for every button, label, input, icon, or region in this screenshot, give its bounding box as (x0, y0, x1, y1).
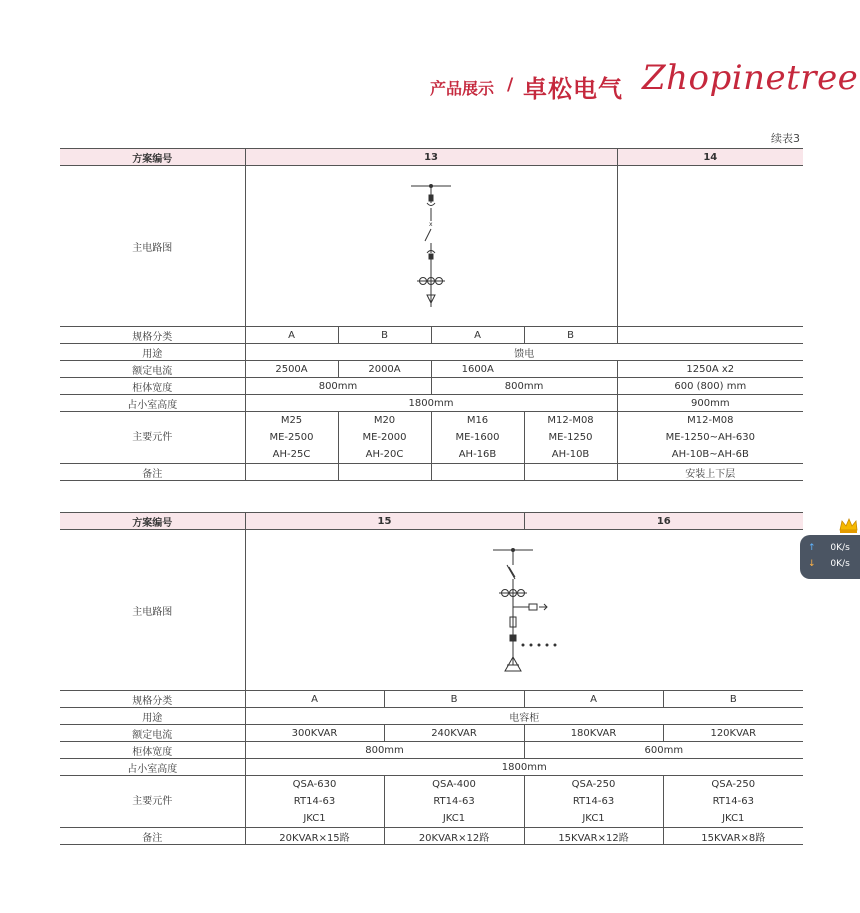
components-cell: M20 ME-2000 AH-20C (338, 412, 431, 464)
scheme-number: 15 (245, 513, 524, 530)
current-cell: 240KVAR (384, 725, 524, 742)
components-cell: M12-M08 ME-1250 AH-10B (524, 412, 617, 464)
row-label: 柜体宽度 (60, 742, 245, 759)
circuit-diagram-cell (245, 530, 803, 691)
width-cell: 800mm (245, 742, 524, 759)
remark-cell (431, 464, 524, 481)
scheme-number: 14 (617, 149, 803, 166)
components-cell: M12-M08 ME-1250~AH-630 AH-10B~AH-6B (617, 412, 803, 464)
spec-cell: B (663, 691, 803, 708)
spec-cell: B (338, 327, 431, 344)
remark-cell: 15KVAR×12路 (524, 828, 663, 845)
components-cell: M16 ME-1600 AH-16B (431, 412, 524, 464)
row-label: 规格分类 (60, 327, 245, 344)
row-label: 用途 (60, 708, 245, 725)
spec-cell: A (245, 327, 338, 344)
row-label: 占小室高度 (60, 759, 245, 776)
row-label: 额定电流 (60, 725, 245, 742)
spec-cell: A (431, 327, 524, 344)
components-cell: QSA-630 RT14-63 JKC1 (245, 776, 384, 828)
scheme-label: 方案编号 (60, 513, 245, 530)
download-speed: 0K/s (830, 559, 850, 569)
use-cell: 电容柜 (245, 708, 803, 725)
page-header (430, 58, 859, 108)
current-cell (524, 361, 617, 378)
remark-cell: 20KVAR×12路 (384, 828, 524, 845)
section-title: 产品展示 (430, 79, 495, 98)
width-cell: 800mm (245, 378, 431, 395)
capacitor-circuit-diagram (479, 545, 569, 675)
download-arrow-icon: ↓ (808, 559, 816, 569)
continuation-label: 续表3 (771, 132, 800, 145)
width-cell: 800mm (431, 378, 617, 395)
spec-cell (617, 327, 803, 344)
use-cell: 馈电 (245, 344, 803, 361)
row-label: 主要元件 (60, 412, 245, 464)
spec-cell: B (524, 327, 617, 344)
scheme-label: 方案编号 (60, 149, 245, 166)
height-cell: 900mm (617, 395, 803, 412)
current-cell: 300KVAR (245, 725, 384, 742)
upload-speed: 0K/s (830, 543, 850, 553)
row-label: 用途 (60, 344, 245, 361)
current-cell: 2500A (245, 361, 338, 378)
row-label: 规格分类 (60, 691, 245, 708)
scheme-table-13-14 (60, 148, 803, 481)
network-speed-widget[interactable] (800, 535, 860, 579)
row-label: 额定电流 (60, 361, 245, 378)
current-cell: 2000A (338, 361, 431, 378)
scheme-number: 16 (524, 513, 803, 530)
svg-text:x: x (429, 221, 433, 228)
brand-script-logo: Zhopinetree (642, 58, 859, 98)
remark-cell: 15KVAR×8路 (663, 828, 803, 845)
remark-cell: 20KVAR×15路 (245, 828, 384, 845)
components-cell: QSA-250 RT14-63 JKC1 (663, 776, 803, 828)
width-cell: 600mm (524, 742, 803, 759)
feeder-circuit-diagram (401, 181, 461, 311)
current-cell: 120KVAR (663, 725, 803, 742)
scheme-number: 13 (245, 149, 617, 166)
vip-crown-icon[interactable] (837, 516, 859, 536)
row-label: 占小室高度 (60, 395, 245, 412)
remark-cell (338, 464, 431, 481)
remark-cell: 安装上下层 (617, 464, 803, 481)
diagram-label: 主电路图 (60, 530, 245, 691)
row-label: 备注 (60, 464, 245, 481)
scheme-table-15-16 (60, 512, 803, 845)
components-cell: QSA-400 RT14-63 JKC1 (384, 776, 524, 828)
current-cell: 1250A x2 (617, 361, 803, 378)
width-cell: 600 (800) mm (617, 378, 803, 395)
components-cell: QSA-250 RT14-63 JKC1 (524, 776, 663, 828)
diagram-label: 主电路图 (60, 166, 245, 327)
height-cell: 1800mm (245, 395, 617, 412)
spec-cell: A (524, 691, 663, 708)
circuit-diagram-cell (617, 166, 803, 327)
circuit-diagram-cell (245, 166, 617, 327)
remark-cell (245, 464, 338, 481)
current-cell: 1600A (431, 361, 524, 378)
height-cell: 1800mm (245, 759, 803, 776)
components-cell: M25 ME-2500 AH-25C (245, 412, 338, 464)
remark-cell (524, 464, 617, 481)
row-label: 柜体宽度 (60, 378, 245, 395)
spec-cell: A (245, 691, 384, 708)
upload-arrow-icon: ↑ (808, 543, 816, 553)
brand-name: 卓松电气 (523, 75, 623, 103)
row-label: 主要元件 (60, 776, 245, 828)
current-cell: 180KVAR (524, 725, 663, 742)
row-label: 备注 (60, 828, 245, 845)
title-separator: / (507, 75, 514, 95)
spec-cell: B (384, 691, 524, 708)
